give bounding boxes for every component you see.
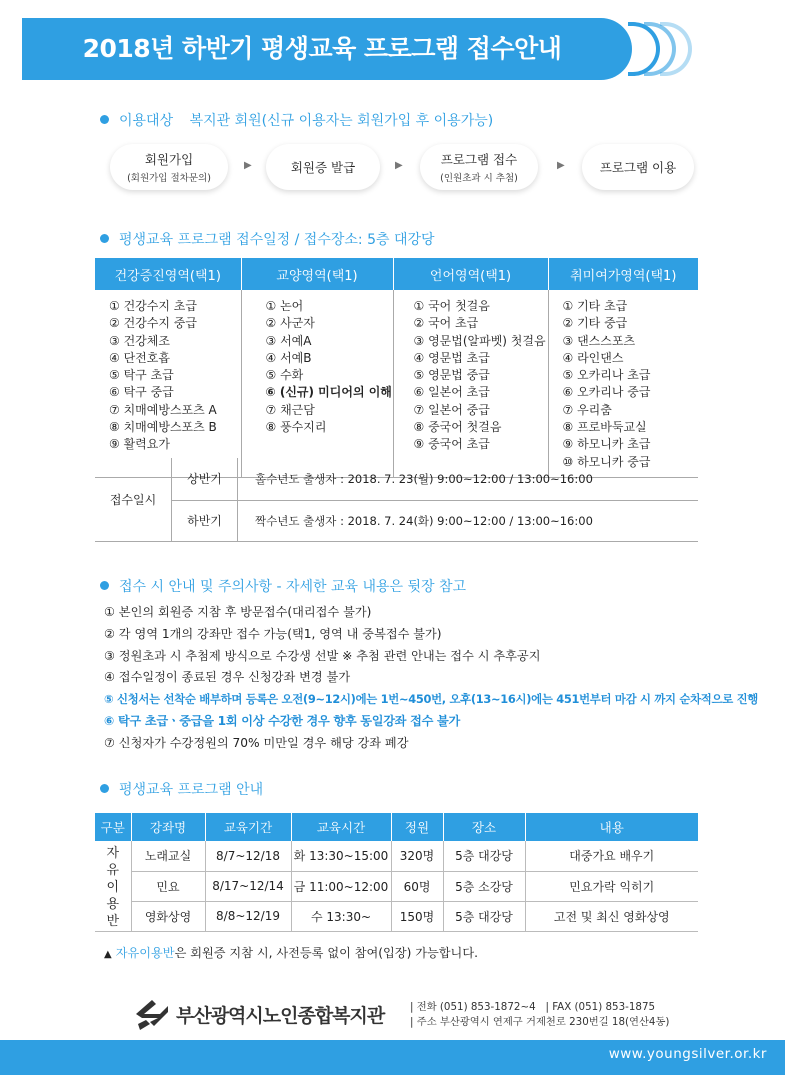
list-item: ⑩ 하모니카 중급 <box>562 454 651 469</box>
group-label: 자유이용반 <box>106 846 120 930</box>
arrow-right-icon: ▶ <box>244 160 252 171</box>
step-label: 회원가입 <box>144 152 194 167</box>
table-cell: 수 13:30~ <box>291 901 391 931</box>
column-header: 언어영역(택1) <box>393 258 548 290</box>
registration-schedule <box>95 458 698 542</box>
table-cell: 대중가요 배우기 <box>525 841 698 871</box>
table-cell: 노래교실 <box>131 841 205 871</box>
note-item-highlight: ⑥ 탁구 초급ㆍ중급을 1회 이상 수강한 경우 향후 동일강좌 접수 불가 <box>104 713 460 728</box>
table-cell: 고전 및 최신 영화상영 <box>525 901 698 931</box>
list-item: ⑧ 풍수지리 <box>265 420 327 435</box>
page-title: 2018년 하반기 평생교육 프로그램 접수안내 <box>82 34 562 63</box>
bullet-dot-icon <box>100 581 109 590</box>
group-cell <box>95 841 131 931</box>
schedule-section-heading <box>100 229 435 249</box>
target-heading: 이용대상 <box>119 113 174 129</box>
footnote-text: 은 회원증 지참 시, 사전등록 없이 참여(입장) 가능합니다. <box>174 946 478 960</box>
step-sub-label: (회원가입 절차문의) <box>127 173 211 184</box>
table-cell: 5층 소강당 <box>443 871 525 901</box>
table-cell: 민요 <box>131 871 205 901</box>
column-header: 정원 <box>391 813 443 841</box>
table-cell: 5층 대강당 <box>443 841 525 871</box>
column-header: 내용 <box>525 813 698 841</box>
table-row <box>95 901 698 931</box>
contact-info <box>410 1000 669 1030</box>
list-item: ① 기타 초급 <box>562 299 628 313</box>
table-cell: 5층 대강당 <box>443 901 525 931</box>
program-column-language <box>393 290 548 477</box>
list-item: ④ 영문법 초급 <box>413 350 490 365</box>
organization-name: 부산광역시노인종합복지관 <box>176 1005 385 1027</box>
list-item: ③ 서예A <box>265 333 312 348</box>
list-item: ⑦ 일본어 중급 <box>413 402 490 417</box>
column-header: 구분 <box>95 813 131 841</box>
program-column-culture <box>241 290 393 477</box>
phone: | 전화 (051) 853-1872~4 <box>410 1001 536 1013</box>
step-label: 프로그램 접수 <box>440 152 518 167</box>
column-header: 교육기간 <box>205 813 291 841</box>
list-item: ② 국어 초급 <box>413 316 479 331</box>
program-column-health <box>95 290 241 477</box>
footnote <box>104 944 478 961</box>
list-item: ③ 댄스스포츠 <box>562 333 636 348</box>
list-item: ⑤ 오카리나 초급 <box>562 368 651 383</box>
list-item: ① 건강수지 초급 <box>109 299 197 313</box>
list-item: ① 논어 <box>265 299 304 313</box>
first-half-label: 상반기 <box>172 458 238 500</box>
logo-icon <box>132 994 172 1034</box>
bullet-dot-icon <box>100 115 109 124</box>
list-item: ④ 라인댄스 <box>562 350 624 365</box>
note-item: ③ 정원초과 시 추첨제 방식으로 수강생 선발 ※ 추첨 관련 안내는 접수 시 추후공지 <box>104 648 541 663</box>
list-item: ⑧ 치매예방스포츠 B <box>109 420 217 435</box>
table-cell: 150명 <box>391 901 443 931</box>
first-half-text: 홀수년도 출생자 : 2018. 7. 23(월) 9:00~12:00 / 13:00~16:00 <box>255 472 593 486</box>
table-cell: 8/7~12/18 <box>205 841 291 871</box>
target-section-heading <box>100 110 493 130</box>
address: | 주소 부산광역시 연제구 거제천로 230번길 18(연산4동) <box>410 1016 670 1028</box>
notes-list <box>104 602 758 755</box>
list-item: ② 건강수지 중급 <box>109 316 197 331</box>
list-item: ④ 단전호흡 <box>109 350 170 365</box>
note-item: ⑦ 신청자가 수강정원의 70% 미만일 경우 해당 강좌 폐강 <box>104 735 409 750</box>
column-header: 교양영역(택1) <box>241 258 393 290</box>
table-cell: 320명 <box>391 841 443 871</box>
table-cell: 8/8~12/19 <box>205 901 291 931</box>
list-item: ⑥ 오카리나 중급 <box>562 385 651 400</box>
note-item: ② 각 영역 1개의 강좌만 접수 가능(택1, 영역 내 중복접수 불가) <box>104 626 442 641</box>
list-item: ⑥ (신규) 미디어의 이해 <box>265 385 392 400</box>
list-item: ⑤ 영문법 중급 <box>413 368 490 383</box>
list-item: ⑦ 우리춤 <box>562 402 612 417</box>
table-cell: 영화상영 <box>131 901 205 931</box>
list-item: ⑦ 채근담 <box>265 402 315 417</box>
table-cell: 금 11:00~12:00 <box>291 871 391 901</box>
table-cell: 민요가락 익히기 <box>525 871 698 901</box>
class-table <box>95 813 698 932</box>
list-item: ② 기타 중급 <box>562 316 628 331</box>
list-item: ⑥ 탁구 중급 <box>109 385 174 400</box>
bullet-dot-icon <box>100 784 109 793</box>
footnote-highlight: 자유이용반 <box>115 946 175 960</box>
step-label: 회원증 발급 <box>290 160 356 175</box>
list-item: ⑧ 프로바둑교실 <box>562 420 647 435</box>
website-url: www.youngsilver.or.kr <box>608 1046 767 1062</box>
step-program-registration <box>420 144 538 190</box>
class-heading: 평생교육 프로그램 안내 <box>119 782 264 798</box>
list-item: ⑧ 중국어 첫걸음 <box>413 420 502 435</box>
list-item: ③ 영문법(알파벳) 첫걸음 <box>413 333 546 348</box>
program-table <box>95 258 698 478</box>
list-item: ② 사군자 <box>265 316 315 331</box>
column-header: 장소 <box>443 813 525 841</box>
notes-section-heading <box>100 576 466 596</box>
table-cell: 화 13:30~15:00 <box>291 841 391 871</box>
table-row <box>95 841 698 871</box>
note-item: ① 본인의 회원증 지참 후 방문접수(대리접수 불가) <box>104 605 372 619</box>
list-item: ⑨ 중국어 초급 <box>413 437 490 452</box>
notes-heading: 접수 시 안내 및 주의사항 - 자세한 교육 내용은 뒷장 참고 <box>119 579 467 595</box>
table-cell: 60명 <box>391 871 443 901</box>
step-member-card <box>266 144 380 190</box>
class-section-heading <box>100 779 263 799</box>
list-item: ⑤ 수화 <box>265 368 304 383</box>
list-item: ⑦ 치매예방스포츠 A <box>109 402 217 417</box>
step-program-use <box>582 144 694 190</box>
bullet-dot-icon <box>100 234 109 243</box>
list-item: ⑥ 일본어 초급 <box>413 385 490 400</box>
column-header: 취미여가영역(택1) <box>548 258 698 290</box>
triangle-up-icon: ▲ <box>104 949 112 960</box>
column-header: 건강증진영역(택1) <box>95 258 241 290</box>
target-text: 복지관 회원(신규 이용자는 회원가입 후 이용가능) <box>189 113 494 129</box>
list-item: ① 국어 첫걸음 <box>413 299 490 313</box>
fax: | FAX (051) 853-1875 <box>545 1001 656 1013</box>
note-item-highlight: ⑤ 신청서는 선착순 배부하며 등록은 오전(9~12시)에는 1번~450번, 오후(13~16시)에는 451번부터 마감 시 까지 순차적으로 진행 <box>104 692 758 707</box>
list-item: ⑨ 활력요가 <box>109 437 170 452</box>
table-row <box>95 871 698 901</box>
list-item: ⑤ 탁구 초급 <box>109 368 174 383</box>
column-header: 교육시간 <box>291 813 391 841</box>
step-sub-label: (인원초과 시 추첨) <box>440 173 518 184</box>
column-header: 강좌명 <box>131 813 205 841</box>
program-column-hobby <box>548 290 698 477</box>
second-half-text: 짝수년도 출생자 : 2018. 7. 24(화) 9:00~12:00 / 13:00~16:00 <box>255 514 593 528</box>
list-item: ⑨ 하모니카 초급 <box>562 437 651 452</box>
step-label: 프로그램 이용 <box>599 160 677 175</box>
schedule-heading: 평생교육 프로그램 접수일정 / 접수장소: 5층 대강당 <box>119 232 435 248</box>
second-half-label: 하반기 <box>172 500 238 542</box>
list-item: ③ 건강체조 <box>109 333 170 348</box>
arrow-right-icon: ▶ <box>395 160 403 171</box>
registration-label: 접수일시 <box>95 458 172 542</box>
note-item: ④ 접수일정이 종료된 경우 신청강좌 변경 불가 <box>104 670 351 685</box>
title-banner <box>22 18 642 80</box>
list-item: ④ 서예B <box>265 350 312 365</box>
arrow-right-icon: ▶ <box>557 160 565 171</box>
table-cell: 8/17~12/14 <box>205 871 291 901</box>
step-signup <box>110 144 228 190</box>
